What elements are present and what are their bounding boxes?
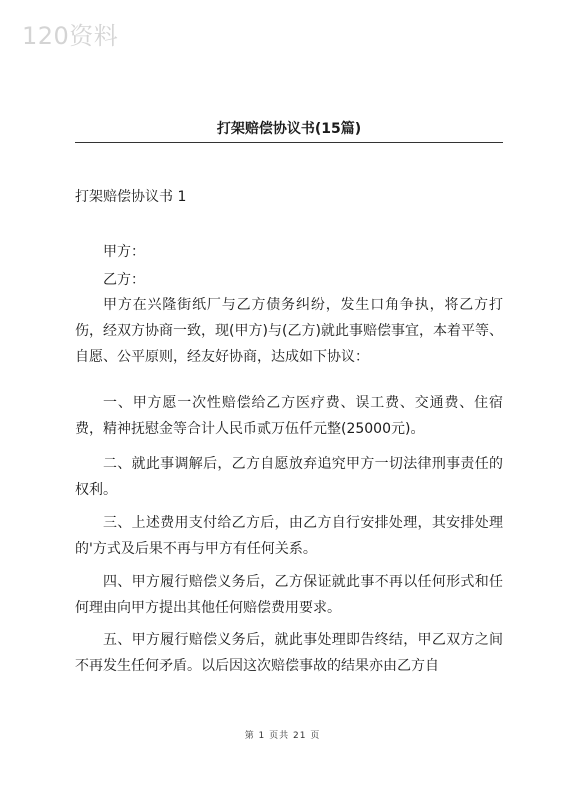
clause-5: 五、甲方履行赔偿义务后，就此事处理即告终结，甲乙双方之间不再发生任何矛盾。以后因这次赔偿事故的结果亦由乙方自: [75, 632, 503, 674]
party-b-line: 乙方：: [103, 272, 145, 288]
party-a-line: 甲方：: [103, 244, 145, 260]
section-heading: 打架赔偿协议书 1: [75, 189, 187, 205]
page-footer: 第 1 页共 21 页: [244, 731, 321, 741]
clause-4: 四、甲方履行赔偿义务后，乙方保证就此事不再以任何形式和任何理由向甲方提出其他任何赔偿费用要求。: [75, 574, 503, 616]
clause-1: 一、甲方愿一次性赔偿给乙方医疗费、误工费、交通费、住宿费，精神抚慰金等合计人民币贰万伍仟元整(25000元)。: [75, 395, 503, 437]
watermark-logo: 120资料: [22, 22, 119, 50]
clause-2: 二、就此事调解后，乙方自愿放弃追究甲方一切法律刑事责任的权利。: [75, 456, 503, 498]
clause-3: 三、上述费用支付给乙方后，由乙方自行安排处理，其安排处理的'方式及后果不再与甲方有任何关系。: [75, 515, 503, 557]
intro-paragraph: 甲方在兴隆街纸厂与乙方债务纠纷，发生口角争执，将乙方打伤，经双方协商一致，现(甲方)与(乙方)就此事赔偿事宜，本着平等、自愿、公平原则，经友好协商，达成如下协议：: [75, 297, 503, 365]
document-title: 打架赔偿协议书(15篇): [216, 121, 362, 137]
title-divider: [75, 142, 503, 143]
